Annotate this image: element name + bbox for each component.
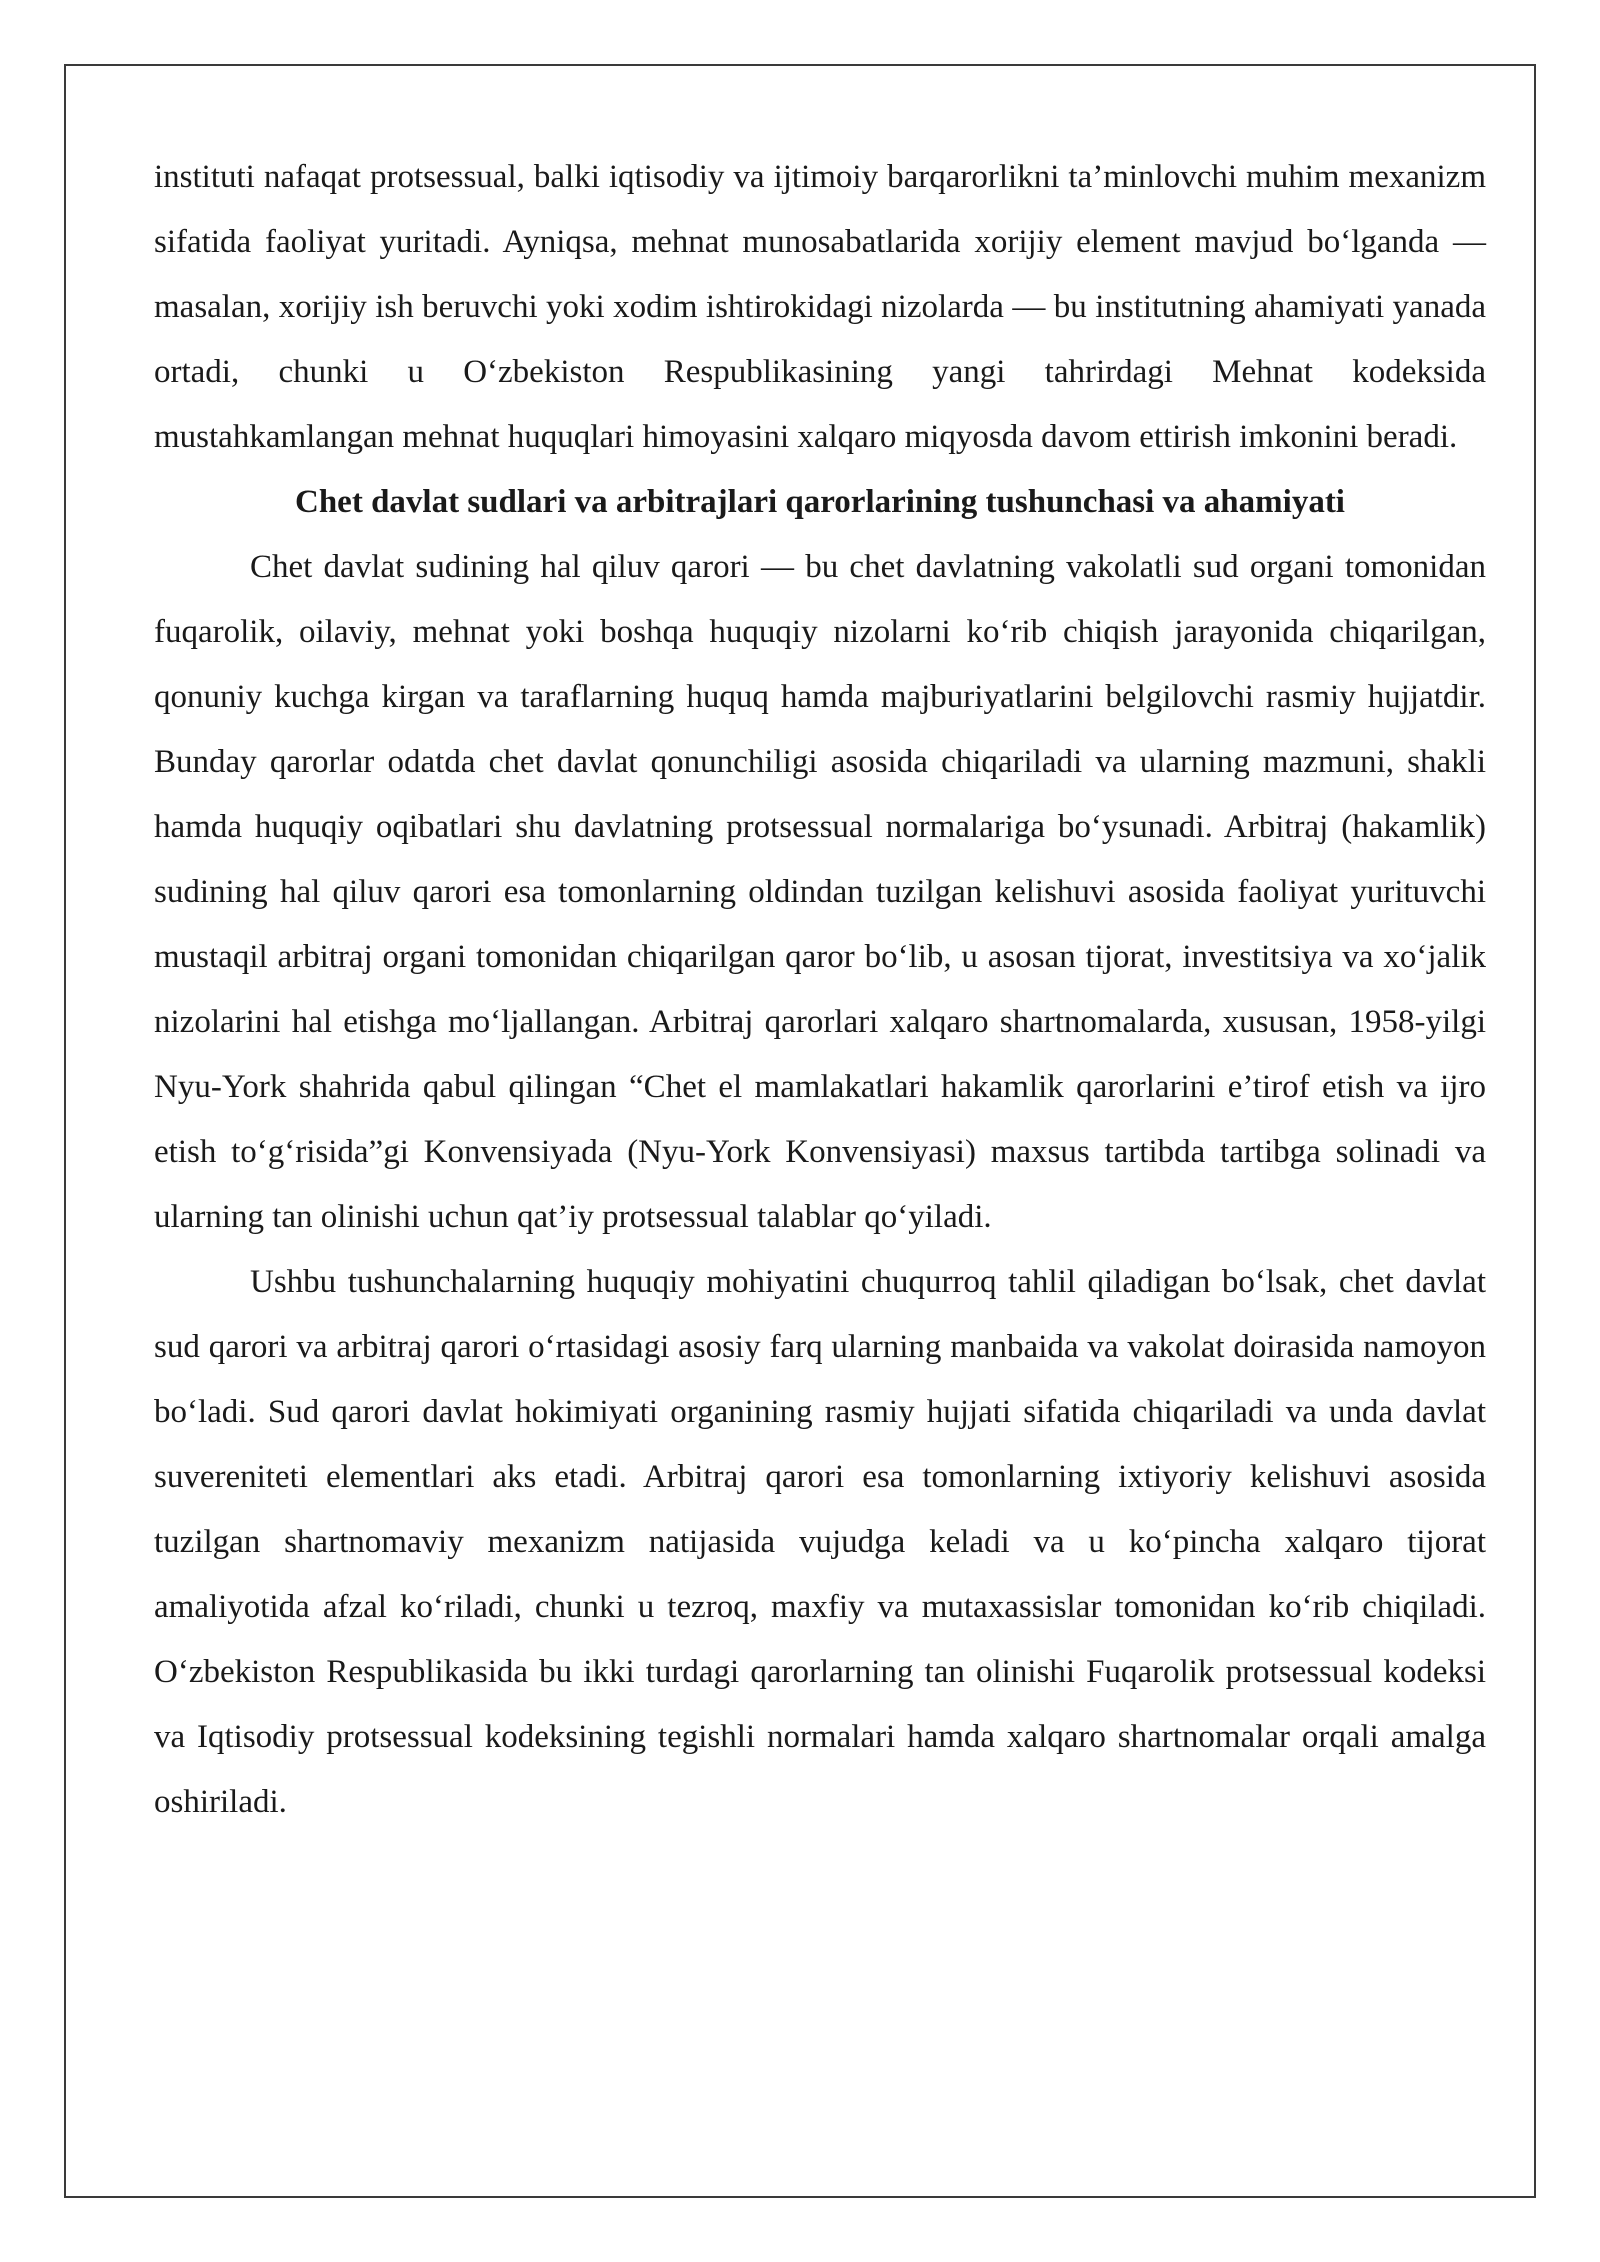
paragraph-intro: instituti nafaqat protsessual, balki iqtisodiy va ijtimoiy barqarorlikni ta’minlovchi muhim mexanizm sifatida faoliyat yuritadi. Ayniqsa, mehnat munosabatlarida xorijiy element mavjud bo‘lganda — masalan, xorijiy ish beruvchi yoki xodim ishtirokidagi nizolarda — bu institutning ahamiyati yanada ortadi, chunki u O‘zbekiston Respublikasining yangi tahrirdagi Mehnat kodeksida mustahkamlangan mehnat huquqlari himoyasini xalqaro miqyosda davom ettirish imkonini beradi. [154,159,1486,455]
document-body [154,145,1486,1835]
paragraph-comparison: Ushbu tushunchalarning huquqiy mohiyatini chuqurroq tahlil qiladigan bo‘lsak, chet davlat sud qarori va arbitraj qarori o‘rtasidagi asosiy farq ularning manbaida va vakolat doirasida namoyon bo‘ladi. Sud qarori davlat hokimiyati organining rasmiy hujjati sifatida chiqariladi va unda davlat suvereniteti elementlari aks etadi. Arbitraj qarori esa tomonlarning ixtiyoriy kelishuvi asosida tuzilgan shartnomaviy mexanizm natijasida vujudga keladi va u ko‘pincha xalqaro tijorat amaliyotida afzal ko‘riladi, chunki u tezroq, maxfiy va mutaxassislar tomonidan ko‘rib chiqiladi. O‘zbekiston Respublikasida bu ikki turdagi qarorlarning tan olinishi Fuqarolik protsessual kodeksi va Iqtisodiy protsessual kodeksining tegishli normalari hamda xalqaro shartnomalar orqali amalga oshiriladi. [154,1264,1486,1820]
section-heading: Chet davlat sudlari va arbitrajlari qarorlarining tushunchasi va ahamiyati [295,484,1345,520]
paragraph-definition: Chet davlat sudining hal qiluv qarori — bu chet davlatning vakolatli sud organi tomonidan fuqarolik, oilaviy, mehnat yoki boshqa huquqiy nizolarni ko‘rib chiqish jarayonida chiqarilgan, qonuniy kuchga kirgan va taraflarning huquq hamda majburiyatlarini belgilovchi rasmiy hujjatdir. Bunday qarorlar odatda chet davlat qonunchiligi asosida chiqariladi va ularning mazmuni, shakli hamda huquqiy oqibatlari shu davlatning protsessual normalariga bo‘ysunadi. Arbitraj (hakamlik) sudining hal qiluv qarori esa tomonlarning oldindan tuzilgan kelishuvi asosida faoliyat yurituvchi mustaqil arbitraj organi tomonidan chiqarilgan qaror bo‘lib, u asosan tijorat, investitsiya va xo‘jalik nizolarini hal etishga mo‘ljallangan. Arbitraj qarorlari xalqaro shartnomalarda, xususan, 1958-yilgi Nyu-York shahrida qabul qilingan “Chet el mamlakatlari hakamlik qarorlarini e’tirof etish va ijro etish to‘g‘risida”gi Konvensiyada (Nyu-York Konvensiyasi) maxsus tartibda tartibga solinadi va ularning tan olinishi uchun qat’iy protsessual talablar qo‘yiladi. [154,549,1486,1235]
